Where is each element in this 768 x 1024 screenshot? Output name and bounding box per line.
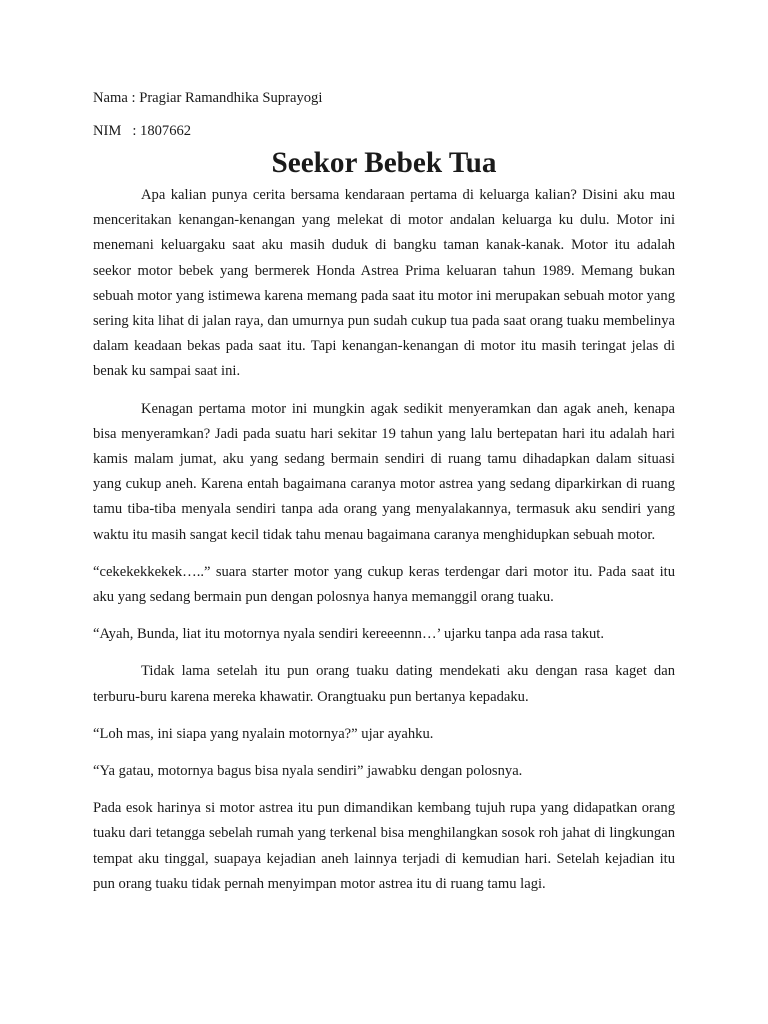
paragraph-2: Kenagan pertama motor ini mungkin agak sedikit menyeramkan dan agak aneh, kenapa bisa menyeramkan? Jadi pada suatu hari sekitar 19 tahun yang lalu bertepatan hari itu adalah hari kamis malam jumat, aku yang sedang bermain sendiri di ruang tamu dihadapkan dalam situasi yang cukup aneh. Karena entah bagaimana caranya motor astrea yang sedang diparkirkan di ruang tamu tiba-tiba menyala sendiri tanpa ada orang yang menyalakannya, termasuk aku sendiri yang waktu itu masih sangat kecil tidak tahu menau bagaimana caranya menghidupkan sebuah motor.	[93, 400, 675, 543]
nim-line: NIM : 1807662	[93, 123, 192, 139]
paragraph-5: Tidak lama setelah itu pun orang tuaku dating mendekati aku dengan rasa kaget dan terburu-buru karena mereka khawatir. Orangtuaku pun bertanya kepadaku.	[93, 663, 675, 705]
paragraph-7: “Ya gatau, motornya bagus bisa nyala sendiri” jawabku dengan polosnya.	[93, 763, 523, 780]
paragraph-6: “Loh mas, ini siapa yang nyalain motornya?” ujar ayahku.	[93, 725, 434, 742]
paragraph-3: “cekekekkekek…..” suara starter motor yang cukup keras terdengar dari motor itu. Pada saat itu aku yang sedang bermain pun dengan polosnya hanya memanggil orang tuaku.	[93, 563, 675, 606]
paragraph-8: Pada esok harinya si motor astrea itu pun dimandikan kembang tujuh rupa yang didapatkan orang tuaku dari tetangga sebelah rumah yang terkenal bisa menghilangkan sosok roh jahat di lingkungan tempat aku tinggal, suapaya kejadian aneh lainnya terjadi di kemudian hari. Setelah kejadian itu pun orang tuaku tidak pernah menyimpan motor astrea itu di ruang tamu lagi.	[93, 800, 675, 892]
paragraph-1: Apa kalian punya cerita bersama kendaraan pertama di keluarga kalian? Disini aku mau menceritakan kenangan-kenangan yang melekat di motor andalan keluarga ku dulu. Motor ini menemani keluargaku saat aku masih duduk di bangku taman kanak-kanak. Motor itu adalah seekor motor bebek yang bermerek Honda Astrea Prima keluaran tahun 1989. Memang bukan sebuah motor yang istimewa karena memang pada saat itu motor ini merupakan sebuah motor yang sering kita lihat di jalan raya, dan umurnya pun sudah cukup tua pada saat orang tuaku membelinya dalam keadaan bekas pada saat itu. Tapi kenangan-kenangan di motor itu masih teringat jelas di benak ku sampai saat ini.	[93, 187, 675, 380]
document-title: Seekor Bebek Tua	[271, 147, 497, 179]
paragraph-4: “Ayah, Bunda, liat itu motornya nyala sendiri kereeennn…’ ujarku tanpa ada rasa takut.	[93, 626, 605, 643]
name-line: Nama : Pragiar Ramandhika Suprayogi	[93, 90, 323, 106]
document-page	[93, 88, 675, 909]
